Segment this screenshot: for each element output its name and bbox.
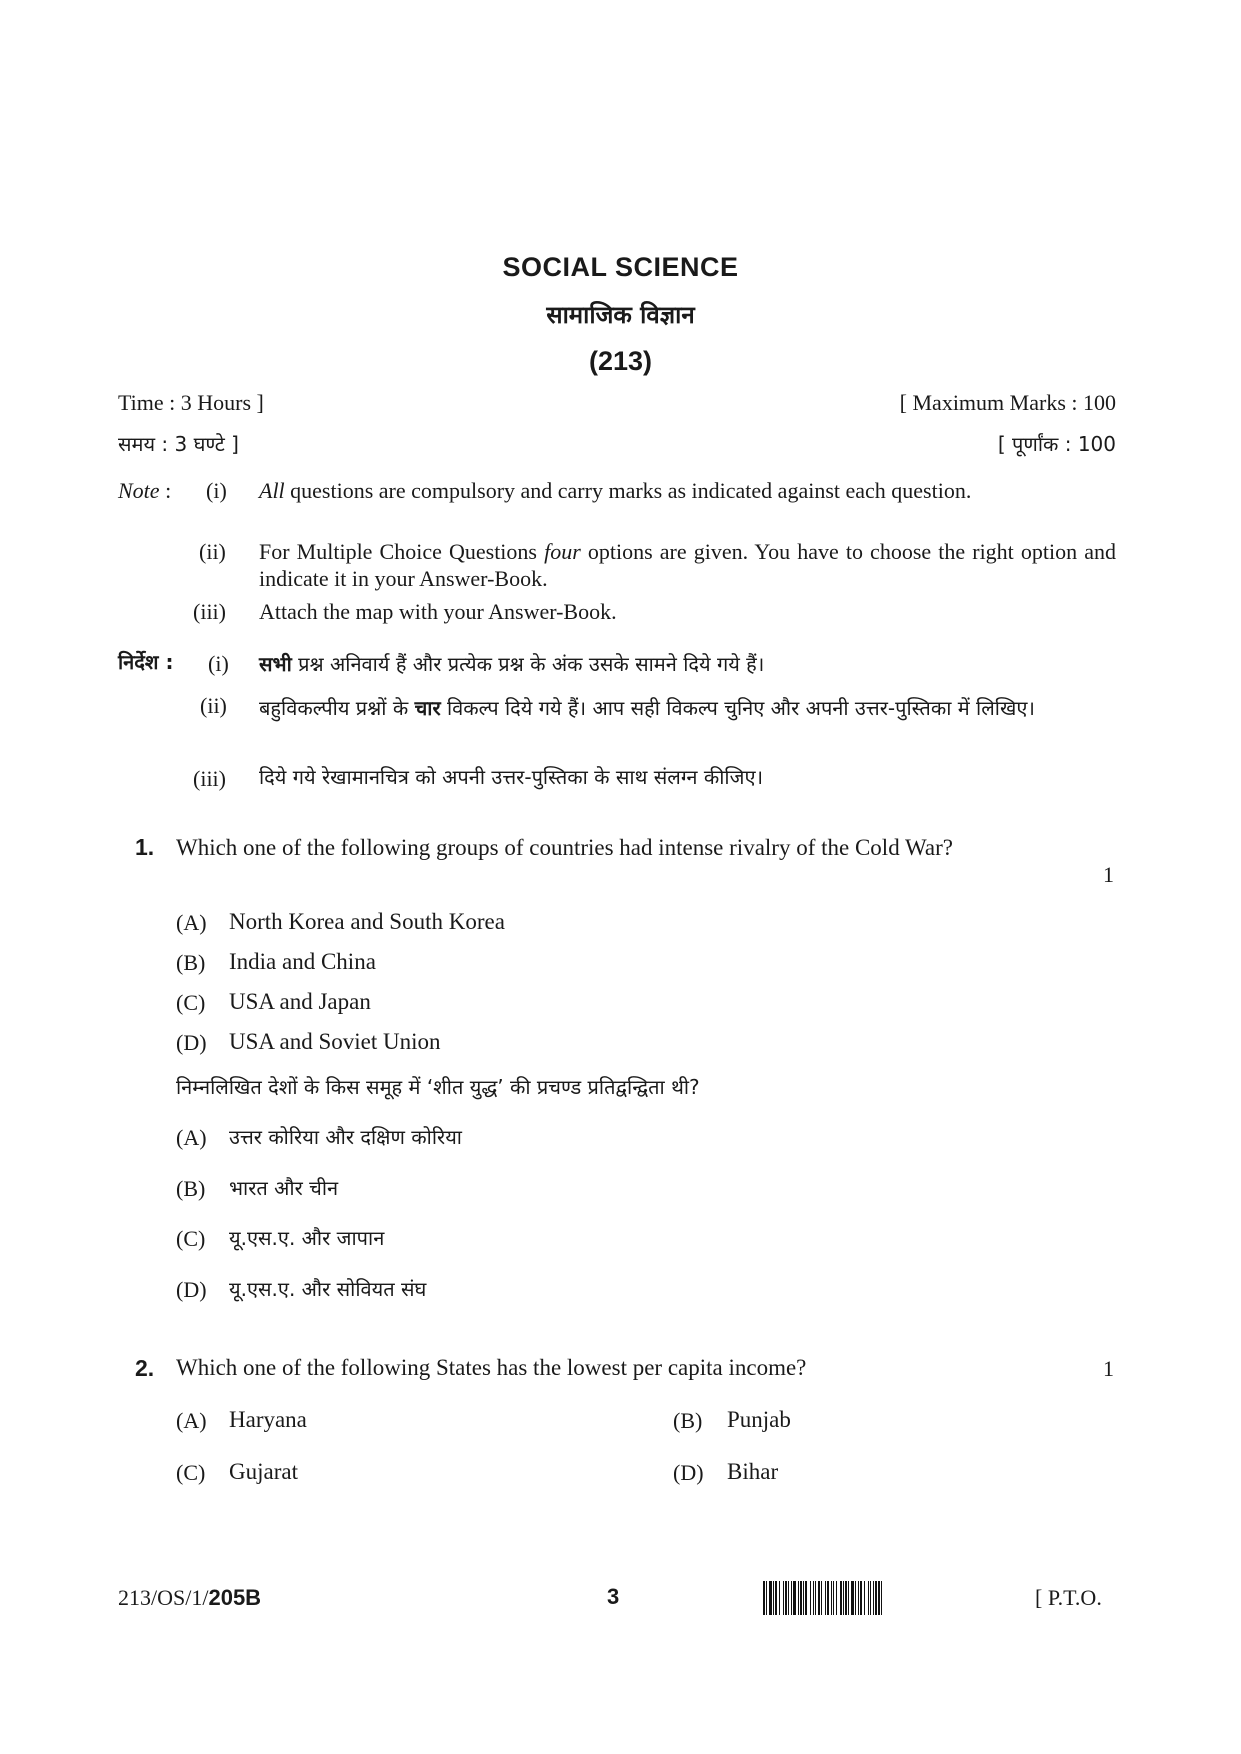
note-item-num: (i) bbox=[206, 478, 227, 503]
note-hindi-item-num: (iii) bbox=[193, 766, 226, 791]
question-text: Which one of the following States has the lowest per capita income? bbox=[176, 1355, 807, 1380]
note-item-num: (iii) bbox=[193, 599, 226, 624]
question-text: Which one of the following groups of countries had intense rivalry of the Cold War? bbox=[176, 835, 953, 860]
option-label: (C) bbox=[176, 1226, 206, 1251]
note-hindi-item-1: सभी प्रश्न अनिवार्य हैं और प्रत्येक प्रश्न के अंक उसके सामने दिये गये हैं। bbox=[259, 652, 765, 676]
page-number: 3 bbox=[607, 1584, 620, 1609]
option-label: (A) bbox=[176, 1125, 207, 1150]
option-label: (B) bbox=[673, 1408, 703, 1433]
option-text: India and China bbox=[229, 949, 376, 974]
option-text: North Korea and South Korea bbox=[229, 909, 505, 934]
note-item-3: Attach the map with your Answer-Book. bbox=[259, 599, 617, 624]
option-label: (D) bbox=[176, 1277, 207, 1302]
max-marks-label-hindi: [ पूर्णांक : 100 bbox=[997, 432, 1116, 456]
paper-code: (213) bbox=[588, 346, 653, 376]
max-marks-label: [ Maximum Marks : 100 bbox=[899, 390, 1116, 415]
question-marks: 1 bbox=[1103, 1356, 1114, 1381]
note-label-hindi: निर्देश : bbox=[118, 650, 174, 674]
note-label: Note : bbox=[118, 478, 172, 503]
note-hindi-item-2: बहुविकल्पीय प्रश्नों के चार विकल्प दिये गये हैं। आप सही विकल्प चुनिए और अपनी उत्तर-पुस्तिका में लिखिए। bbox=[259, 696, 1035, 720]
note-hindi-item-num: (i) bbox=[208, 651, 229, 676]
option-text: Punjab bbox=[727, 1407, 791, 1432]
option-text: Bihar bbox=[727, 1459, 779, 1484]
pto-label: [ P.T.O. bbox=[1035, 1585, 1102, 1610]
time-label: Time : 3 Hours ] bbox=[118, 390, 264, 415]
option-text: Haryana bbox=[229, 1407, 307, 1432]
question-number: 2. bbox=[135, 1355, 155, 1381]
barcode bbox=[763, 1581, 1015, 1615]
note-item-2: For Multiple Choice Questions four options are given. You have to choose the right option and indicate it in your Answer-Book. bbox=[259, 539, 1116, 591]
paper-series-code: 213/OS/1/205B bbox=[118, 1585, 262, 1610]
option-label: (A) bbox=[176, 1408, 207, 1433]
question-number: 1. bbox=[135, 834, 155, 860]
paper-title: SOCIAL SCIENCE bbox=[502, 252, 739, 282]
note-hindi-item-3: दिये गये रेखामानचित्र को अपनी उत्तर-पुस्तिका के साथ संलग्न कीजिए। bbox=[259, 765, 764, 789]
paper-title-hindi: सामाजिक विज्ञान bbox=[546, 301, 695, 329]
option-text-hindi: यू.एस.ए. और सोवियत संघ bbox=[229, 1277, 427, 1301]
question-marks: 1 bbox=[1103, 862, 1114, 887]
option-label: (A) bbox=[176, 910, 207, 935]
question-text-hindi: निम्नलिखित देशों के किस समूह में ‘शीत युद्ध’ की प्रचण्ड प्रतिद्वन्द्विता थी? bbox=[176, 1075, 700, 1099]
option-text-hindi: उत्तर कोरिया और दक्षिण कोरिया bbox=[229, 1125, 462, 1149]
barcode-bar bbox=[882, 1581, 885, 1615]
option-label: (D) bbox=[673, 1460, 704, 1485]
option-label: (C) bbox=[176, 990, 206, 1015]
option-label: (B) bbox=[176, 1176, 206, 1201]
note-item-num: (ii) bbox=[199, 539, 226, 564]
time-label-hindi: समय : 3 घण्टे ] bbox=[118, 432, 239, 456]
option-text-hindi: भारत और चीन bbox=[229, 1176, 339, 1200]
option-label: (C) bbox=[176, 1460, 206, 1485]
option-label: (D) bbox=[176, 1030, 207, 1055]
option-text-hindi: यू.एस.ए. और जापान bbox=[229, 1226, 385, 1250]
option-text: USA and Soviet Union bbox=[229, 1029, 441, 1054]
option-text: USA and Japan bbox=[229, 989, 371, 1014]
option-label: (B) bbox=[176, 950, 206, 975]
note-item-1: All questions are compulsory and carry marks as indicated against each question. bbox=[259, 478, 972, 503]
option-text: Gujarat bbox=[229, 1459, 298, 1484]
note-hindi-item-num: (ii) bbox=[200, 693, 227, 718]
